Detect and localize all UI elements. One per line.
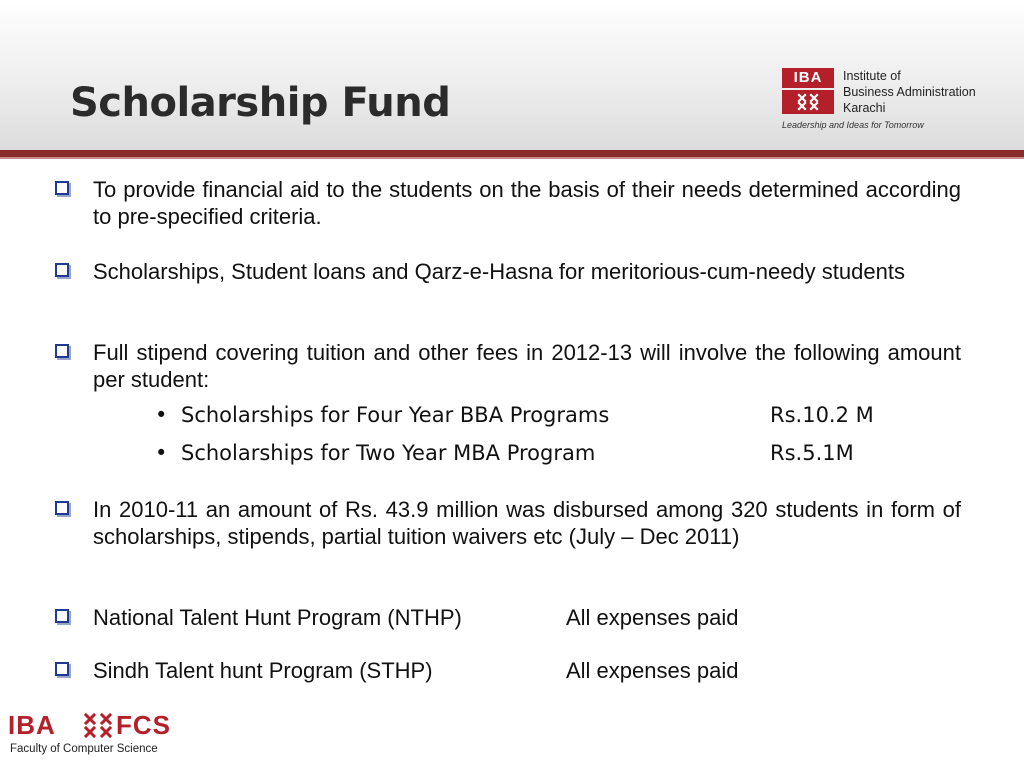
bullet-value: All expenses paid bbox=[566, 658, 739, 683]
checkbox-bullet-icon bbox=[55, 609, 69, 623]
institute-line-2: Business Administration bbox=[843, 85, 976, 99]
header-divider-light bbox=[0, 157, 1024, 159]
sub-item-amount: Rs.10.2 M bbox=[770, 403, 874, 427]
bullet-item bbox=[55, 657, 961, 684]
checkbox-bullet-icon bbox=[55, 344, 69, 358]
institute-name bbox=[843, 68, 976, 116]
sub-item-label: Scholarships for Four Year BBA Programs bbox=[181, 403, 610, 427]
header-divider bbox=[0, 150, 1024, 157]
iba-logo bbox=[782, 68, 1002, 134]
bullet-text: Sindh Talent hunt Program (STHP) bbox=[93, 658, 433, 683]
bullet-value: All expenses paid bbox=[566, 605, 739, 630]
bullet-item bbox=[55, 176, 961, 230]
sub-item-amount: Rs.5.1M bbox=[770, 441, 854, 465]
slide-header bbox=[0, 0, 1024, 150]
dot-bullet-icon: • bbox=[155, 441, 168, 465]
bullet-text: Full stipend covering tuition and other fees in 2012-13 will involve the following amount per student: bbox=[93, 340, 961, 392]
institute-line-1: Institute of bbox=[843, 69, 901, 83]
bullet-item bbox=[55, 339, 961, 393]
bullet-text: To provide financial aid to the students on the basis of their needs determined according to pre-specified criteria. bbox=[93, 177, 961, 229]
iba-logo-abbr: IBA bbox=[782, 68, 834, 88]
institute-line-3: Karachi bbox=[843, 101, 886, 115]
iba-emblem-icon bbox=[782, 90, 834, 114]
sub-item-label: Scholarships for Two Year MBA Program bbox=[181, 441, 596, 465]
bullet-text: Scholarships, Student loans and Qarz-e-Hasna for meritorious-cum-needy students bbox=[93, 259, 905, 284]
fcs-emblem-icon bbox=[82, 712, 114, 740]
checkbox-bullet-icon bbox=[55, 263, 69, 277]
checkbox-bullet-icon bbox=[55, 662, 69, 676]
faculty-name: Faculty of Computer Science bbox=[10, 743, 158, 755]
bullet-item bbox=[55, 496, 961, 550]
bullet-item bbox=[55, 604, 961, 631]
dot-bullet-icon: • bbox=[155, 403, 168, 427]
checkbox-bullet-icon bbox=[55, 181, 69, 195]
fcs-logo bbox=[8, 710, 208, 762]
logo-tagline: Leadership and Ideas for Tomorrow bbox=[782, 120, 924, 130]
fcs-logo-iba: IBA bbox=[8, 710, 56, 740]
bullet-text: In 2010-11 an amount of Rs. 43.9 million was disbursed among 320 students in form of scholarships, stipends, partial tuition waivers etc (July – Dec 2011) bbox=[93, 497, 961, 549]
checkbox-bullet-icon bbox=[55, 501, 69, 515]
fcs-logo-fcs: FCS bbox=[116, 710, 171, 740]
bullet-item bbox=[55, 258, 961, 285]
bullet-text: National Talent Hunt Program (NTHP) bbox=[93, 605, 462, 630]
slide-title: Scholarship Fund bbox=[70, 80, 451, 126]
